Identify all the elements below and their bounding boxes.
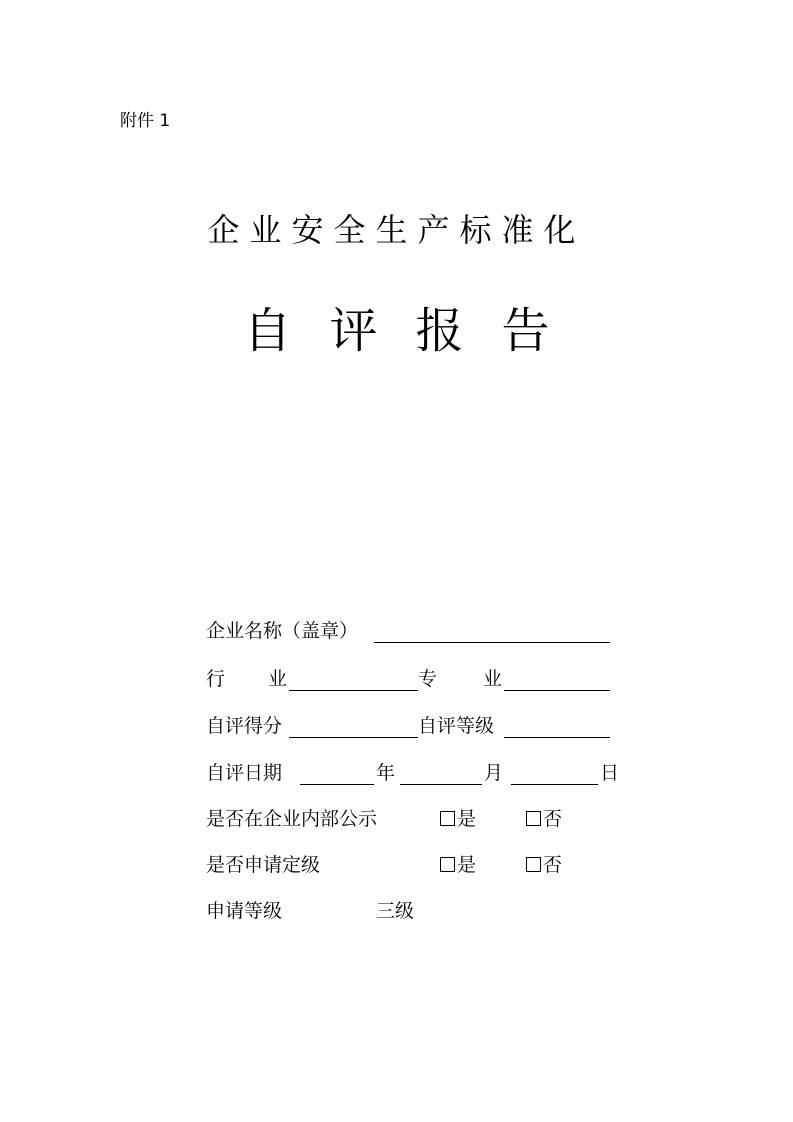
public-yes-option[interactable] [440, 804, 476, 834]
score-blank[interactable] [289, 737, 418, 738]
apply-label: 是否申请定级 [206, 854, 321, 876]
score-label: 自评得分 [206, 715, 283, 737]
public-yes-checkbox[interactable] [440, 811, 455, 826]
apply-yes-label: 是 [457, 854, 477, 876]
specialty-label-1: 专 [418, 668, 438, 690]
industry-label-2: 业 [268, 668, 288, 690]
annex-label: 附件 1 [120, 111, 171, 131]
public-no-checkbox[interactable] [526, 811, 541, 826]
public-no-label: 否 [543, 808, 563, 830]
apply-yes-checkbox[interactable] [440, 857, 455, 872]
apply-no-checkbox[interactable] [526, 857, 541, 872]
public-no-option[interactable] [526, 804, 562, 834]
day-label: 日 [600, 762, 620, 784]
day-blank[interactable] [511, 784, 598, 785]
level-label: 申请等级 [206, 900, 283, 922]
year-label: 年 [376, 762, 396, 784]
date-label: 自评日期 [206, 762, 283, 784]
company-blank[interactable] [374, 642, 610, 643]
public-label: 是否在企业内部公示 [206, 808, 378, 830]
specialty-label-2: 业 [483, 668, 503, 690]
level-value: 三级 [376, 900, 415, 922]
year-blank[interactable] [300, 784, 374, 785]
specialty-blank[interactable] [504, 690, 610, 691]
document-title: 企业安全生产标准化 [207, 211, 586, 249]
document-subtitle: 自评报告 [243, 303, 588, 359]
month-blank[interactable] [400, 784, 482, 785]
apply-no-label: 否 [543, 854, 563, 876]
grade-label: 自评等级 [418, 715, 495, 737]
month-label: 月 [484, 762, 504, 784]
apply-yes-option[interactable] [440, 850, 476, 880]
company-label: 企业名称（盖章） [206, 620, 359, 642]
apply-no-option[interactable] [526, 850, 562, 880]
public-yes-label: 是 [457, 808, 477, 830]
industry-label-1: 行 [206, 668, 226, 690]
industry-blank[interactable] [289, 690, 418, 691]
grade-blank[interactable] [504, 737, 610, 738]
